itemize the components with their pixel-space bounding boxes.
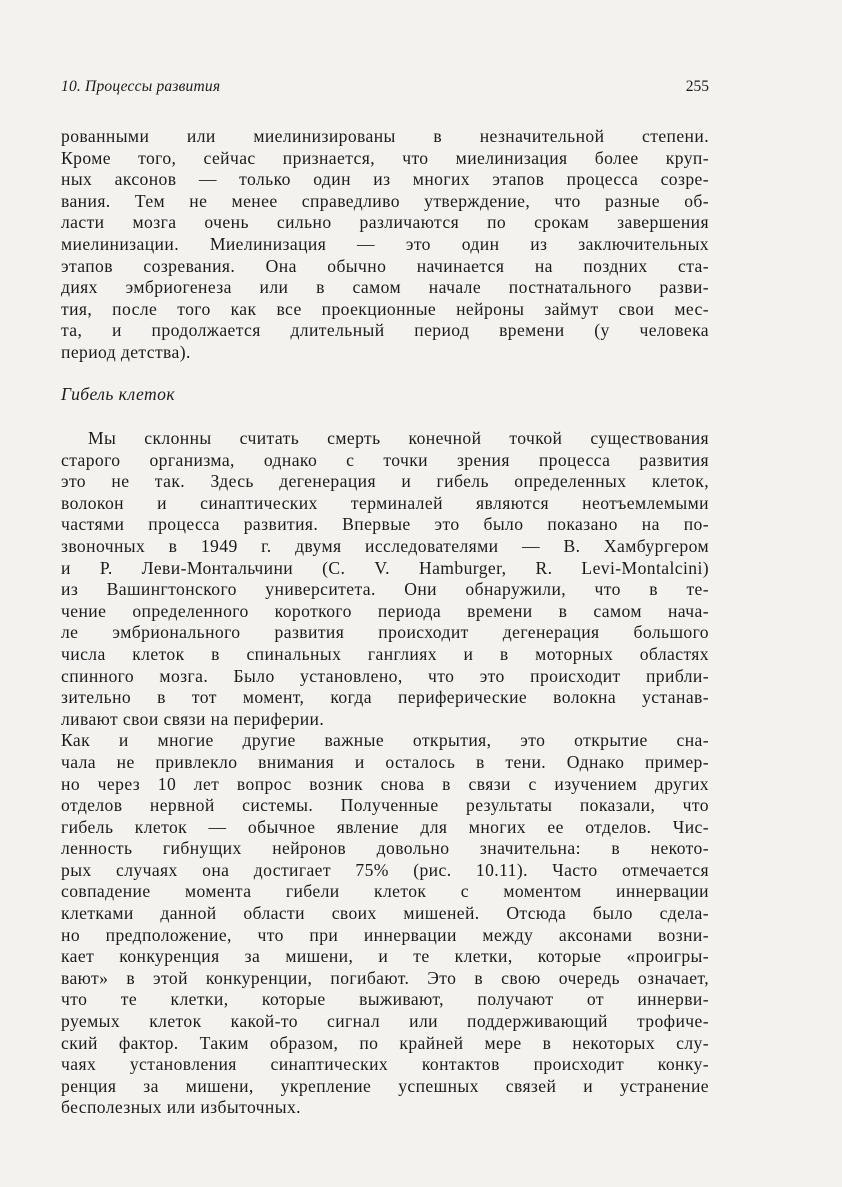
text-line: зительно в тот момент, когда периферические волокна устанав- bbox=[61, 687, 709, 708]
section-heading: Гибель клеток bbox=[61, 384, 175, 404]
text-line: гибель клеток — обычное явление для многих ее отделов. Чис- bbox=[61, 816, 709, 837]
text-line: ливают свои связи на периферии. bbox=[61, 708, 325, 729]
page-number: 255 bbox=[685, 78, 709, 95]
text-line: частями процесса развития. Впервые это было показано на по- bbox=[61, 514, 709, 535]
text-line: совпадение момента гибели клеток с моментом иннервации bbox=[61, 881, 709, 902]
text-line: и Р. Леви-Монтальчини (С. V. Hamburger, R. Levi-Montalcini) bbox=[61, 557, 709, 578]
text-line: ласти мозга очень сильно различаются по срокам завершения bbox=[61, 212, 709, 233]
text-line: старого организма, однако с точки зрения процесса развития bbox=[61, 449, 709, 470]
text-line: рых случаях она достигает 75% (рис. 10.11). Часто отмечается bbox=[61, 859, 709, 880]
section-body bbox=[61, 428, 709, 1119]
text-line: звоночных в 1949 г. двумя исследователями — В. Хамбургером bbox=[61, 535, 709, 556]
text-line: что те клетки, которые выживают, получают от иннерви- bbox=[61, 989, 709, 1010]
text-line: отделов нервной системы. Полученные результаты показали, что bbox=[61, 795, 709, 816]
text-line: волокон и синаптических терминалей являются неотъемлемыми bbox=[61, 492, 709, 513]
running-title: 10. Процессы развития bbox=[61, 78, 221, 95]
text-line: Мы склонны считать смерть конечной точкой существования bbox=[88, 428, 709, 448]
text-line: ский фактор. Таким образом, по крайней мере в некоторых слу- bbox=[61, 1032, 709, 1053]
paragraph-cell-death-discovery bbox=[61, 428, 709, 730]
text-line: кает конкуренция за мишени, и те клетки, которые «проигры- bbox=[61, 946, 709, 967]
text-line: Как и многие другие важные открытия, это открытие сна- bbox=[61, 730, 709, 751]
text-line: ных аксонов — только один из многих этапов процесса созре- bbox=[61, 169, 709, 190]
text-line: клетками данной области своих мишеней. Отсюда было сдела- bbox=[61, 903, 709, 924]
text-line: ренция за мишени, укрепление успешных связей и устранение bbox=[61, 1075, 709, 1096]
paragraph-myelination bbox=[61, 126, 709, 364]
text-line: числа клеток в спинальных ганглиях и в моторных областях bbox=[61, 643, 709, 664]
text-line: бесполезных или избыточных. bbox=[61, 1097, 301, 1118]
text-line: из Вашингтонского университета. Они обнаружили, что в те- bbox=[61, 579, 709, 600]
text-line: чение определенного короткого периода времени в самом нача- bbox=[61, 600, 709, 621]
text-line: руемых клеток какой-то сигнал или поддерживающий трофиче- bbox=[61, 1011, 709, 1032]
text-line: ленность гибнущих нейронов довольно значительна: в некото- bbox=[61, 838, 709, 859]
text-line: но предположение, что при иннервации между аксонами возни- bbox=[61, 924, 709, 945]
paragraph-competition-for-targets bbox=[61, 730, 709, 1119]
text-line: это не так. Здесь дегенерация и гибель определенных клеток, bbox=[61, 471, 709, 492]
text-line: миелинизации. Миелинизация — это один из заключительных bbox=[61, 233, 709, 254]
text-line: диях эмбриогенеза или в самом начале постнатального разви- bbox=[61, 277, 709, 298]
text-line: рованными или миелинизированы в незначительной степени. bbox=[61, 126, 709, 146]
text-line: ле эмбрионального развития происходит дегенерация большого bbox=[61, 622, 709, 643]
text-line: чала не привлекло внимания и осталось в тени. Однако пример- bbox=[61, 751, 709, 772]
text-line: период детства). bbox=[61, 341, 191, 362]
text-line: та, и продолжается длительный период времени (у человека bbox=[61, 320, 709, 341]
text-line: этапов созревания. Она обычно начинается на поздних ста- bbox=[61, 255, 709, 276]
text-line: спинного мозга. Было установлено, что это происходит прибли- bbox=[61, 665, 709, 686]
text-line: но через 10 лет вопрос возник снова в связи с изучением других bbox=[61, 773, 709, 794]
text-line: Кроме того, сейчас признается, что миелинизация более круп- bbox=[61, 147, 709, 168]
text-line: тия, после того как все проекционные нейроны займут свои мес- bbox=[61, 298, 709, 319]
text-line: вания. Тем не менее справедливо утверждение, что разные об- bbox=[61, 190, 709, 211]
text-line: чаях установления синаптических контактов происходит конку- bbox=[61, 1054, 709, 1075]
text-line: вают» в этой конкуренции, погибают. Это в свою очередь означает, bbox=[61, 967, 709, 988]
running-head bbox=[61, 78, 709, 100]
